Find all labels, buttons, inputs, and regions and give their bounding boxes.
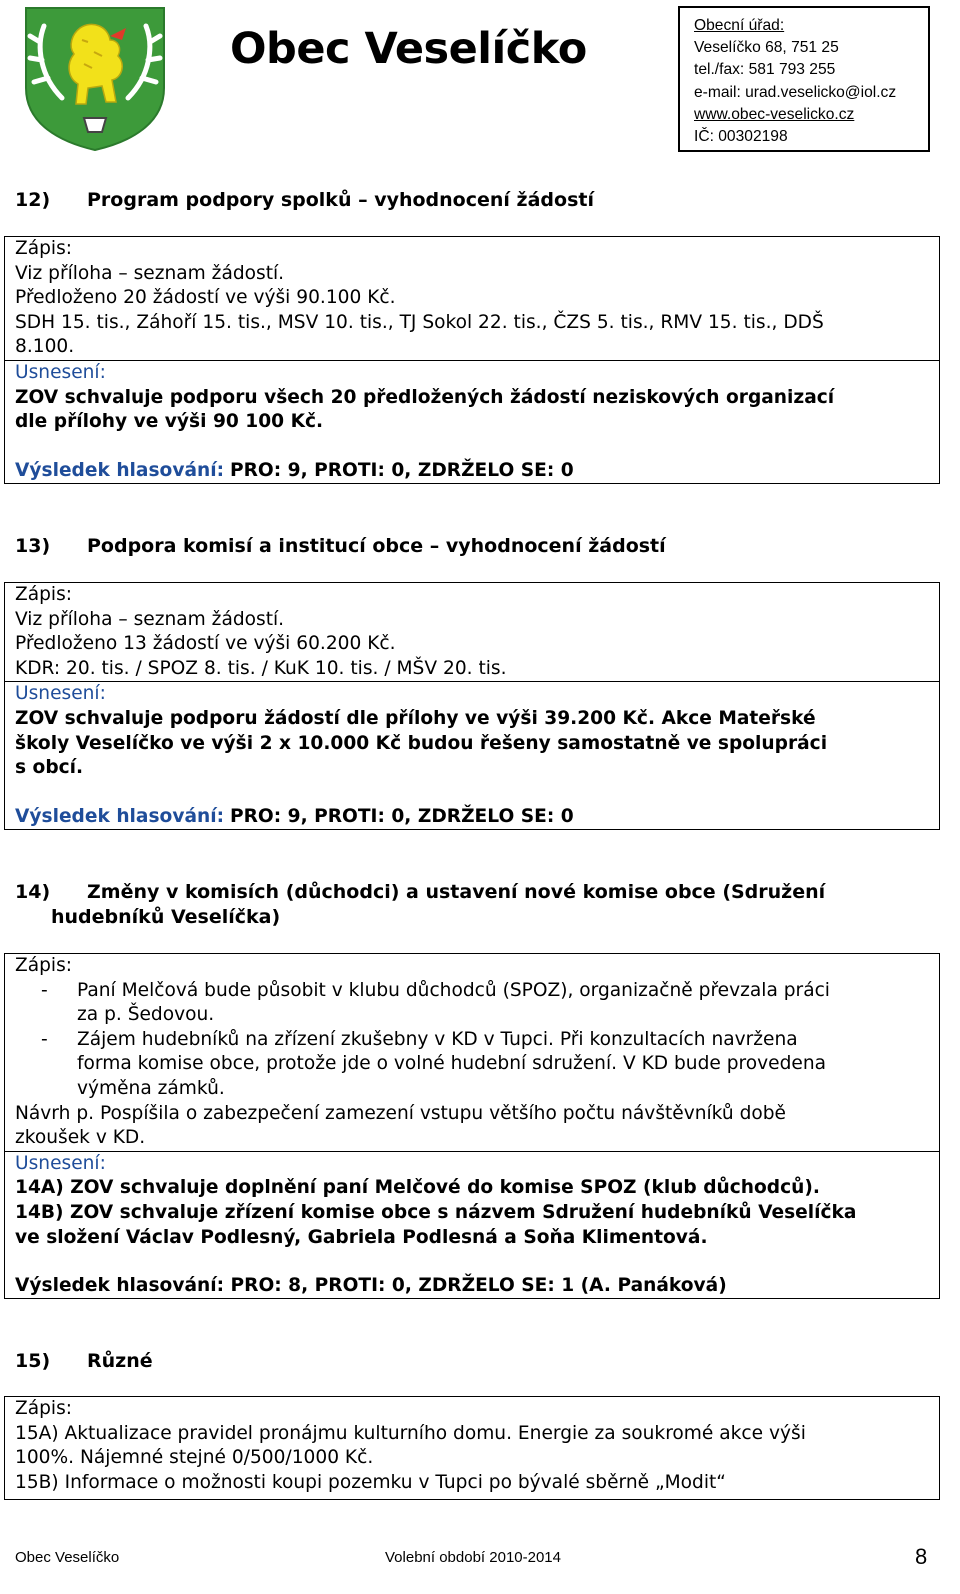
- zapis-line: Předloženo 20 žádostí ve výši 90.100 Kč.: [15, 287, 396, 309]
- bullet-line: Zájem hudebníků na zřízení zkušebny v KD v Tupci. Při konzultacích navržena: [77, 1028, 798, 1050]
- navrh-line: zkoušek v KD.: [15, 1127, 146, 1149]
- section-12-box: [4, 236, 940, 484]
- usneseni-line: školy Veselíčko ve výši 2 x 10.000 Kč budou řešeny samostatně ve spolupráci: [15, 732, 828, 754]
- contact-box: [678, 6, 930, 152]
- vysledek-line: Výsledek hlasování: PRO: 8, PROTI: 0, ZDRŽELO SE: 1 (A. Panáková): [15, 1275, 727, 1297]
- section-12-number: 12): [15, 189, 51, 211]
- zapis-line: 100%. Nájemné stejné 0/500/1000 Kč.: [15, 1447, 374, 1469]
- bullet-dash: -: [41, 979, 48, 1001]
- zapis-line: KDR: 20. tis. / SPOZ 8. tis. / KuK 10. tis. / MŠV 20. tis.: [15, 657, 507, 679]
- bullet-dash: -: [41, 1028, 48, 1050]
- bullet-line: Paní Melčová bude působit v klubu důchodců (SPOZ), organizačně převzala práci: [77, 979, 830, 1001]
- usneseni-line: 14B) ZOV schvaluje zřízení komise obce s názvem Sdružení hudebníků Veselíčka: [15, 1201, 857, 1223]
- list-item: [15, 979, 929, 1028]
- section-14-title-line2: hudebníků Veselíčka): [51, 906, 281, 928]
- section-15-number: 15): [15, 1350, 51, 1372]
- usneseni-label: Usnesení:: [15, 361, 106, 383]
- usneseni-line: ZOV schvaluje podporu žádostí dle přílohy ve výši 39.200 Kč. Akce Mateřské: [15, 707, 816, 729]
- usneseni-label: Usnesení:: [15, 1152, 106, 1174]
- footer-term: Volební období 2010-2014: [385, 1549, 561, 1566]
- contact-address: Veselíčko 68, 751 25: [694, 39, 839, 57]
- section-14-heading: [15, 880, 825, 930]
- section-15-box: [4, 1396, 940, 1500]
- zapis-line: Viz příloha – seznam žádostí.: [15, 262, 285, 284]
- coat-of-arms-image: [22, 6, 168, 152]
- usneseni-line: s obcí.: [15, 757, 84, 779]
- vysledek-value: PRO: 9, PROTI: 0, ZDRŽELO SE: 0: [229, 459, 574, 481]
- vysledek-label: Výsledek hlasování:: [15, 805, 225, 827]
- section-13-heading: [15, 534, 666, 559]
- page-number: 8: [915, 1544, 928, 1569]
- usneseni-line: 14A) ZOV schvaluje doplnění paní Melčové do komise SPOZ (klub důchodců).: [15, 1177, 820, 1199]
- contact-phone: tel./fax: 581 793 255: [694, 61, 836, 79]
- zapis-label: Zápis:: [15, 584, 73, 605]
- section-13-title: Podpora komisí a institucí obce – vyhodnocení žádostí: [87, 535, 666, 557]
- bullet-line: výměna zámků.: [77, 1077, 225, 1099]
- zapis-line: Viz příloha – seznam žádostí.: [15, 608, 285, 630]
- usneseni-label: Usnesení:: [15, 683, 106, 705]
- zapis-label: Zápis:: [15, 238, 73, 259]
- vysledek-label: Výsledek hlasování:: [15, 459, 225, 481]
- zapis-line: Předloženo 13 žádostí ve výši 60.200 Kč.: [15, 633, 396, 655]
- section-15-title: Různé: [87, 1350, 153, 1372]
- section-14-title-line1: Změny v komisích (důchodci) a ustavení nové komise obce (Sdružení: [87, 881, 826, 903]
- usneseni-line: ZOV schvaluje podporu všech 20 předložených žádostí neziskových organizací: [15, 386, 835, 408]
- section-12-title: Program podpory spolků – vyhodnocení žádostí: [87, 189, 594, 211]
- contact-ico: IČ: 00302198: [694, 128, 788, 146]
- zapis-line: 15B) Informace o možnosti koupi pozemku v Tupci po bývalé sběrně „Modit“: [15, 1471, 726, 1493]
- zapis-line: 15A) Aktualizace pravidel pronájmu kulturního domu. Energie za soukromé akce výši: [15, 1422, 806, 1444]
- zapis-label: Zápis:: [15, 1398, 73, 1419]
- navrh-line: Návrh p. Pospíšila o zabezpečení zamezení vstupu většího počtu návštěvníků době: [15, 1102, 786, 1124]
- section-15-heading: [15, 1349, 153, 1374]
- contact-email[interactable]: e-mail: urad.veselicko@iol.cz: [694, 83, 897, 101]
- section-13-box: [4, 582, 940, 830]
- contact-office-label: Obecní úřad:: [694, 17, 785, 34]
- usneseni-line: ve složení Václav Podlesný, Gabriela Podlesná a Soňa Klimentová.: [15, 1226, 708, 1248]
- vysledek-value: PRO: 9, PROTI: 0, ZDRŽELO SE: 0: [229, 805, 574, 827]
- zapis-line: 8.100.: [15, 336, 75, 358]
- section-12-heading: [15, 188, 594, 213]
- bullet-line: za p. Šedovou.: [77, 1004, 215, 1026]
- footer-municipality: Obec Veselíčko: [15, 1549, 120, 1566]
- contact-website-link[interactable]: www.obec-veselicko.cz: [694, 105, 855, 123]
- zapis-line: SDH 15. tis., Záhoří 15. tis., MSV 10. tis., TJ Sokol 22. tis., ČZS 5. tis., RMV 15. tis., DDŠ: [15, 311, 824, 333]
- usneseni-line: dle přílohy ve výši 90 100 Kč.: [15, 411, 324, 433]
- list-item: [15, 1028, 929, 1102]
- municipality-title: Obec Veselíčko: [230, 24, 587, 74]
- section-14-box: [4, 953, 940, 1299]
- zapis-label: Zápis:: [15, 955, 73, 976]
- bullet-line: forma komise obce, protože jde o volné hudební sdružení. V KD bude provedena: [77, 1053, 827, 1075]
- section-13-number: 13): [15, 535, 51, 557]
- section-14-number: 14): [15, 881, 51, 903]
